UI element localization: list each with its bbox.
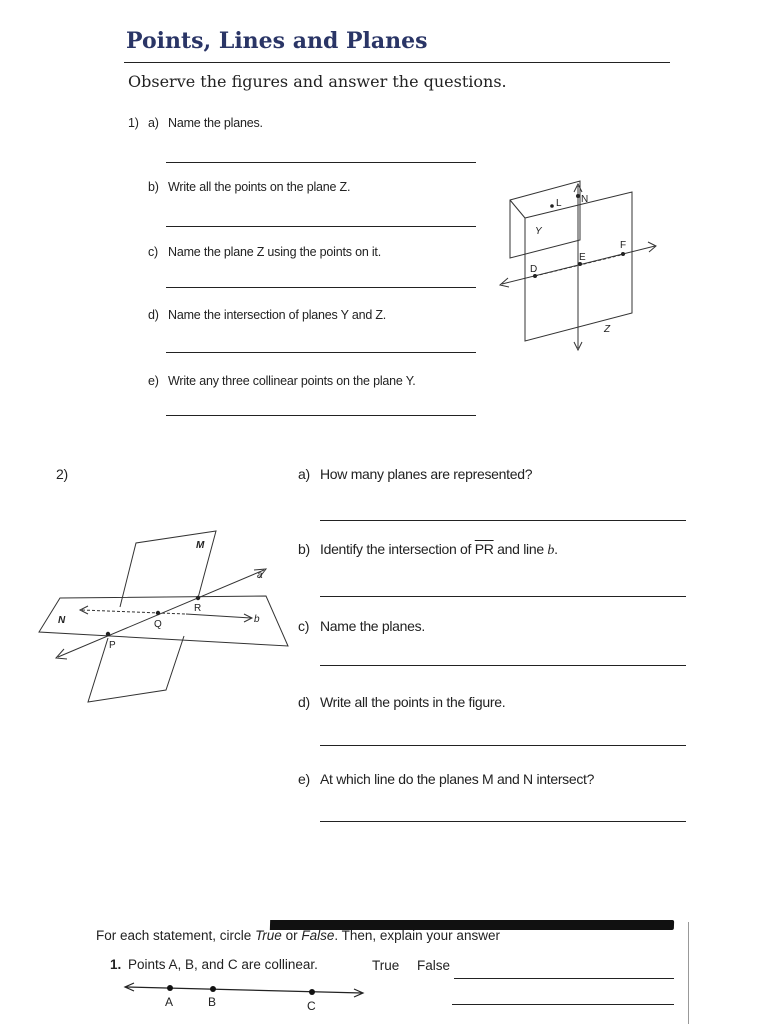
label-b: b: [254, 614, 260, 625]
q2b-segment: $\overline{PR}$: [474, 541, 494, 557]
q2-figure: [36, 528, 292, 708]
q1e-letter: e): [148, 374, 159, 388]
q1d-answer-line[interactable]: [166, 352, 476, 353]
label-f: F: [620, 240, 627, 251]
label-e: E: [579, 252, 586, 263]
sec3-true-word: True: [255, 928, 282, 943]
line-b-hidden: [82, 610, 186, 614]
label-m: M: [196, 540, 205, 551]
q1d-letter: d): [148, 308, 159, 322]
q1-number: 1): [128, 116, 139, 130]
point-l: [550, 204, 554, 208]
q2-number: 2): [56, 466, 68, 482]
point-f: [621, 252, 625, 256]
q2a-answer-line[interactable]: [320, 520, 686, 521]
q2d-answer-line[interactable]: [320, 745, 686, 746]
worksheet-instructions: Observe the figures and answer the questions.: [128, 72, 507, 91]
item1-text: Points A, B, and C are collinear.: [128, 957, 318, 972]
q1c-answer-line[interactable]: [166, 287, 476, 288]
q2b-line: b: [547, 543, 555, 558]
line-b: [186, 614, 251, 618]
sec3-suffix: . Then, explain your answer: [334, 928, 500, 943]
q2e-answer-line[interactable]: [320, 821, 686, 822]
number-line: [126, 987, 362, 993]
q1b-text: Write all the points on the plane Z.: [168, 180, 351, 194]
sec3-or: or: [281, 928, 302, 943]
item1-answer-line-2[interactable]: [452, 1004, 674, 1005]
point-n: [576, 194, 580, 198]
label-d: D: [530, 264, 538, 275]
collinear-points-figure: [120, 978, 370, 1018]
q1b-letter: b): [148, 180, 159, 194]
label-l: L: [556, 198, 562, 209]
label-plane-y: Y: [535, 226, 542, 237]
item1-false-option[interactable]: False: [417, 958, 451, 973]
label-plane-z: Z: [604, 324, 611, 335]
q2a-text: How many planes are represented?: [320, 466, 533, 482]
q2b-prefix: Identify the intersection of: [320, 541, 475, 557]
q1e-answer-line[interactable]: [166, 415, 476, 416]
q2c-text: Name the planes.: [320, 618, 425, 634]
label-q: Q: [154, 619, 162, 630]
label-a: a: [257, 570, 263, 581]
q2b-letter: b): [298, 541, 310, 557]
worksheet-title: Points, Lines and Planes: [126, 28, 428, 54]
q2e-text: At which line do the planes M and N intersect?: [320, 771, 595, 787]
q1c-text: Name the plane Z using the points on it.: [168, 245, 381, 259]
sec3-false-word: False: [301, 928, 335, 943]
q2c-answer-line[interactable]: [320, 665, 686, 666]
label-point-c: C: [307, 999, 316, 1013]
q2b-suffix: .: [554, 541, 558, 557]
point-p: [106, 632, 110, 636]
q2b-middle: and line: [493, 541, 548, 557]
q1d-text: Name the intersection of planes Y and Z.: [168, 308, 387, 322]
q2e-letter: e): [298, 771, 310, 787]
q1a-text: Name the planes.: [168, 116, 263, 130]
q2b-answer-line[interactable]: [320, 596, 686, 597]
point-a: [167, 985, 173, 991]
plane-n-outline: [39, 596, 288, 646]
q2a-letter: a): [298, 466, 310, 482]
plane-y-top: [510, 181, 580, 258]
label-r: R: [194, 603, 202, 614]
q2d-letter: d): [298, 694, 310, 710]
q1a-letter: a): [148, 116, 159, 130]
point-r: [196, 596, 200, 600]
q1a-answer-line[interactable]: [166, 162, 476, 163]
q1c-letter: c): [148, 245, 159, 259]
section3-instructions: [96, 928, 500, 943]
plane-m-lower: [88, 636, 184, 702]
label-point-a: A: [165, 995, 174, 1009]
line-a: [58, 570, 264, 657]
label-n2: N: [58, 615, 66, 626]
point-b: [210, 986, 216, 992]
label-p: P: [109, 640, 116, 651]
q2b-text: [320, 541, 558, 559]
q1b-answer-line[interactable]: [166, 226, 476, 227]
item1-answer-line-1[interactable]: [454, 978, 674, 979]
q2d-text: Write all the points in the figure.: [320, 694, 506, 710]
q1e-text: Write any three collinear points on the plane Y.: [168, 374, 416, 388]
point-c: [309, 989, 315, 995]
label-n: N: [581, 194, 589, 205]
page-edge-line: [688, 922, 689, 1024]
title-underline: [124, 62, 670, 63]
point-q: [156, 611, 160, 615]
q1-figure: [490, 178, 680, 358]
label-point-b: B: [208, 995, 217, 1009]
q2c-letter: c): [298, 618, 310, 634]
sec3-prefix: For each statement, circle: [96, 928, 256, 943]
item1-number: 1.: [110, 957, 122, 972]
item1-true-option[interactable]: True: [372, 958, 400, 973]
